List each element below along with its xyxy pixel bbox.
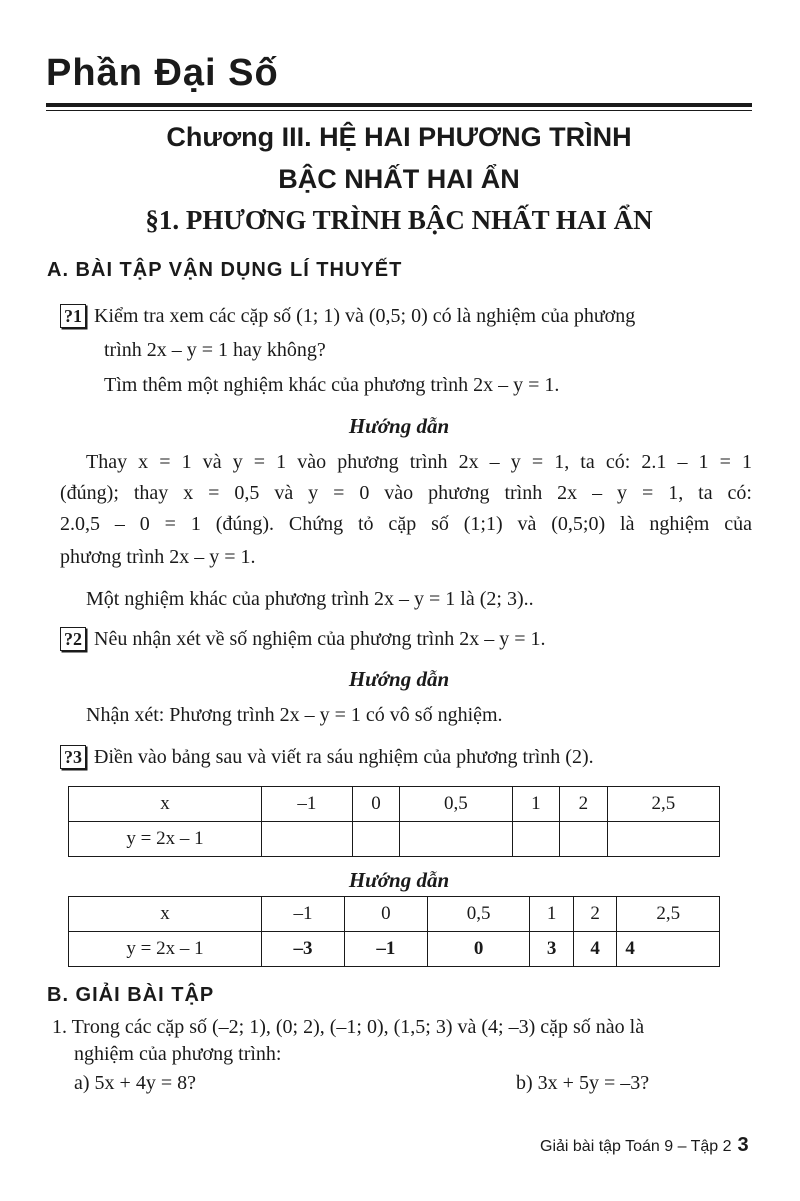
q2-guide-heading: Hướng dẫn: [348, 667, 450, 691]
table-cell: y = 2x – 1: [69, 822, 262, 857]
section-a-heading: A. BÀI TẬP VẬN DỤNG LÍ THUYẾT: [47, 259, 403, 281]
page-number: 3: [737, 1134, 749, 1156]
exercise1-line2: nghiệm của phương trình:: [74, 1043, 282, 1065]
table-cell: 3: [530, 932, 574, 967]
q1-line1: [60, 304, 635, 328]
table-cell: –3: [262, 932, 345, 967]
table-cell-empty: [400, 822, 512, 857]
table-cell: 0,5: [427, 897, 530, 932]
table-cell: –1: [262, 897, 345, 932]
q1-answer-line2: (đúng); thay x = 0,5 và y = 0 vào phương trình 2x – y = 1, ta có:: [60, 482, 752, 504]
table-cell-empty: [560, 822, 608, 857]
q2-answer: Nhận xét: Phương trình 2x – y = 1 có vô số nghiệm.: [86, 704, 503, 726]
q1-answer-line1: Thay x = 1 và y = 1 vào phương trình 2x – y = 1, ta có: 2.1 – 1 = 1: [86, 451, 752, 473]
table-cell: –1: [344, 932, 427, 967]
table-cell: 0: [344, 897, 427, 932]
chapter-title-line2: BẬC NHẤT HAI ẨN: [278, 164, 520, 194]
q1-line3: Tìm thêm một nghiệm khác của phương trình 2x – y = 1.: [104, 374, 560, 396]
exercise1-line1: 1. Trong các cặp số (–2; 1), (0; 2), (–1; 0), (1,5; 3) và (4; –3) cặp số nào là: [52, 1016, 645, 1038]
q3-answer-value-row: [69, 932, 720, 967]
chapter-title-line1: Chương III. HỆ HAI PHƯƠNG TRÌNH: [166, 122, 632, 152]
q1-guide-heading: Hướng dẫn: [348, 414, 450, 438]
table-cell: 4: [617, 932, 720, 967]
q3-answer-header-row: [69, 897, 720, 932]
q2-label: ?2: [60, 627, 86, 651]
q3-guide-heading: Hướng dẫn: [348, 868, 450, 892]
table-cell: x: [69, 787, 262, 822]
q3-table: [68, 786, 720, 857]
table-cell: 1: [530, 897, 574, 932]
q3-table-header-row: [69, 787, 720, 822]
title-rule-thick: [46, 103, 752, 107]
q2-line: [60, 627, 546, 651]
table-cell: 0: [352, 787, 400, 822]
table-cell: y = 2x – 1: [69, 932, 262, 967]
table-cell-empty: [512, 822, 560, 857]
q3-label: ?3: [60, 745, 86, 769]
table-cell: 2,5: [607, 787, 719, 822]
section-b-heading: B. GIẢI BÀI TẬP: [47, 984, 215, 1006]
q3-text: Điền vào bảng sau và viết ra sáu nghiệm của phương trình (2).: [94, 746, 594, 768]
page-footer: [540, 1134, 749, 1157]
q1-answer-line3: 2.0,5 – 0 = 1 (đúng). Chứng tỏ cặp số (1;1) và (0,5;0) là nghiệm của: [60, 513, 752, 535]
table-cell: –1: [262, 787, 353, 822]
table-cell: 2: [560, 787, 608, 822]
section-title: §1. PHƯƠNG TRÌNH BẬC NHẤT HAI ẨN: [145, 205, 653, 235]
table-cell: 0: [427, 932, 530, 967]
table-cell: x: [69, 897, 262, 932]
q1-line2: trình 2x – y = 1 hay không?: [104, 339, 326, 361]
part-title: Phần Đại Số: [46, 52, 279, 94]
q1-text-line1: Kiểm tra xem các cặp số (1; 1) và (0,5; 0) có là nghiệm của phương: [94, 305, 636, 327]
title-rule-thin: [46, 110, 752, 111]
q3-table-value-row: [69, 822, 720, 857]
q3-line: [60, 745, 594, 769]
table-cell: 2,5: [617, 897, 720, 932]
q3-answer-table: [68, 896, 720, 967]
q1-answer-line5: Một nghiệm khác của phương trình 2x – y = 1 là (2; 3)..: [86, 588, 534, 610]
table-cell-empty: [352, 822, 400, 857]
table-cell: 2: [573, 897, 617, 932]
exercise1-part-a: a) 5x + 4y = 8?: [74, 1072, 196, 1094]
table-cell: 1: [512, 787, 560, 822]
table-cell-empty: [262, 822, 353, 857]
q1-answer-line4: phương trình 2x – y = 1.: [60, 546, 256, 568]
exercise1-part-b: b) 3x + 5y = –3?: [516, 1072, 650, 1094]
footer-book-title: Giải bài tập Toán 9 – Tập 2: [540, 1138, 732, 1155]
table-cell-empty: [607, 822, 719, 857]
table-cell: 4: [573, 932, 617, 967]
table-cell: 0,5: [400, 787, 512, 822]
q1-label: ?1: [60, 304, 86, 328]
q2-text: Nêu nhận xét về số nghiệm của phương trình 2x – y = 1.: [94, 628, 546, 650]
